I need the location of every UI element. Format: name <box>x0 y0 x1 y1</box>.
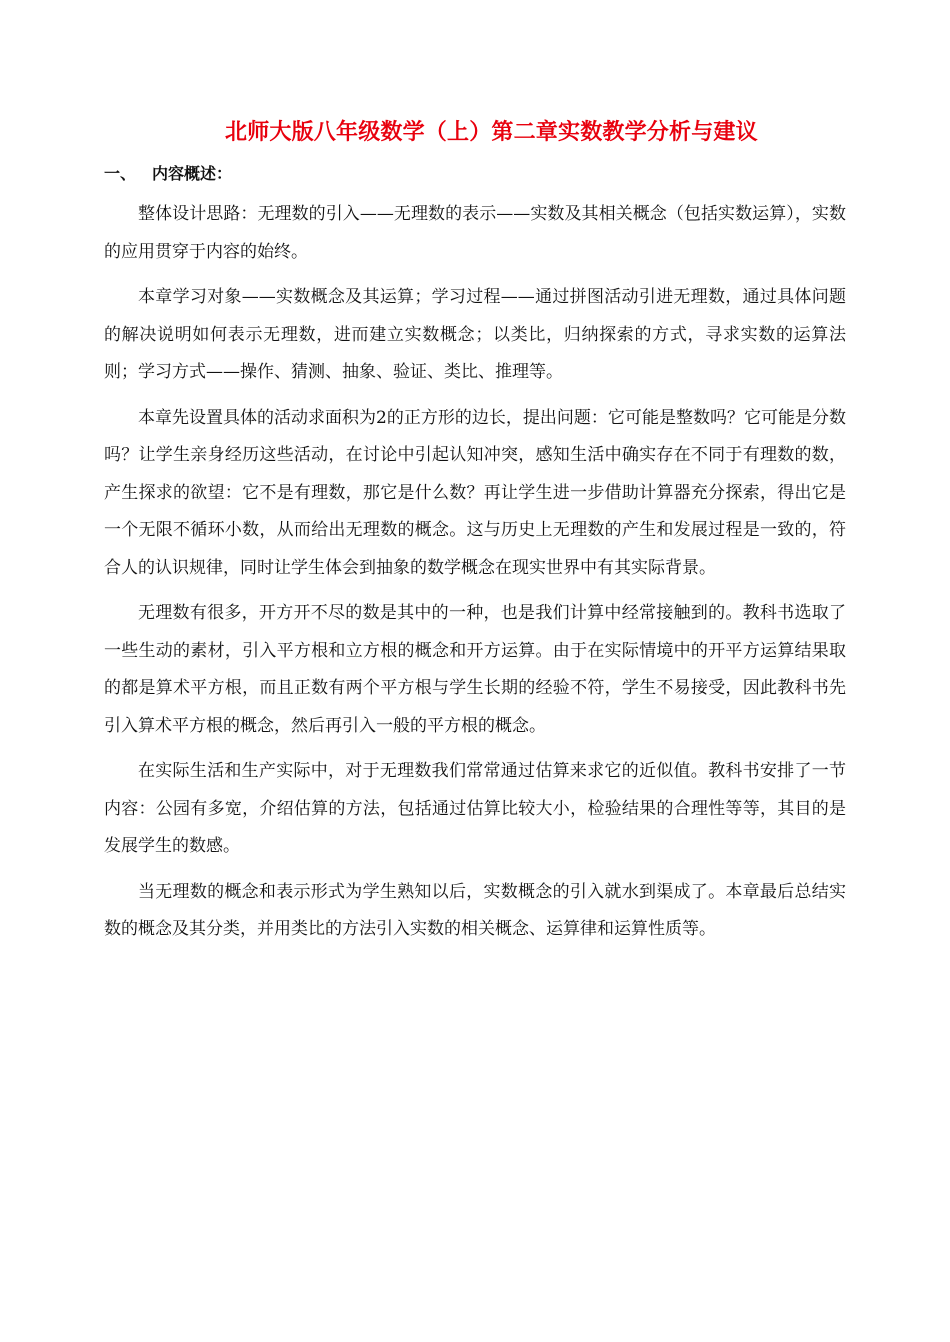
paragraph-real-numbers: 当无理数的概念和表示形式为学生熟知以后，实数概念的引入就水到渠成了。本章最后总结实数的概念及其分类，并用类比的方法引入实数的相关概念、运算律和运算性质等。 <box>104 881 846 939</box>
paragraph-learning-object: 本章学习对象——实数概念及其运算；学习过程——通过拼图活动引进无理数，通过具体问题的解决说明如何表示无理数，进而建立实数概念；以类比，归纳探索的方式，寻求实数的运算法则；学习方式——操作、猜测、抽象、验证、类比、推理等。 <box>104 287 846 382</box>
paragraph-activity-intro: 本章先设置具体的活动求面积为2的正方形的边长，提出问题：它可能是整数吗？它可能是分数吗？让学生亲身经历这些活动，在讨论中引起认知冲突，感知生活中确实存在不同于有理数的数，产生探求的欲望：它不是有理数，那它是什么数？再让学生进一步借助计算器充分探索，得出它是一个无限不循环小数，从而给出无理数的概念。这与历史上无理数的产生和发展过程是一致的，符合人的认识规律，同时让学生体会到抽象的数学概念在现实世界中有其实际背景。 <box>104 407 846 578</box>
paragraph-design-idea: 整体设计思路：无理数的引入——无理数的表示——实数及其相关概念（包括实数运算），实数的应用贯穿于内容的始终。 <box>104 204 846 262</box>
document-title: 北师大版八年级数学（上）第二章实数教学分析与建议 <box>225 119 758 145</box>
section-heading-text: 内容概述： <box>152 164 233 183</box>
paragraph-irrational-roots: 无理数有很多，开方开不尽的数是其中的一种，也是我们计算中经常接触到的。教科书选取了一些生动的素材，引入平方根和立方根的概念和开方运算。由于在实际情境中的开平方运算结果取的都是算术平方根，而且正数有两个平方根与学生长期的经验不符，学生不易接受，因此教科书先引入算术平方根的概念，然后再引入一般的平方根的概念。 <box>104 603 846 736</box>
section-heading <box>104 160 232 188</box>
section-number: 一、 <box>104 164 137 183</box>
document-body <box>104 196 846 957</box>
paragraph-estimation: 在实际生活和生产实际中，对于无理数我们常常通过估算来求它的近似值。教科书安排了一节内容：公园有多宽，介绍估算的方法，包括通过估算比较大小，检验结果的合理性等等，其目的是发展学生的数感。 <box>104 761 846 856</box>
